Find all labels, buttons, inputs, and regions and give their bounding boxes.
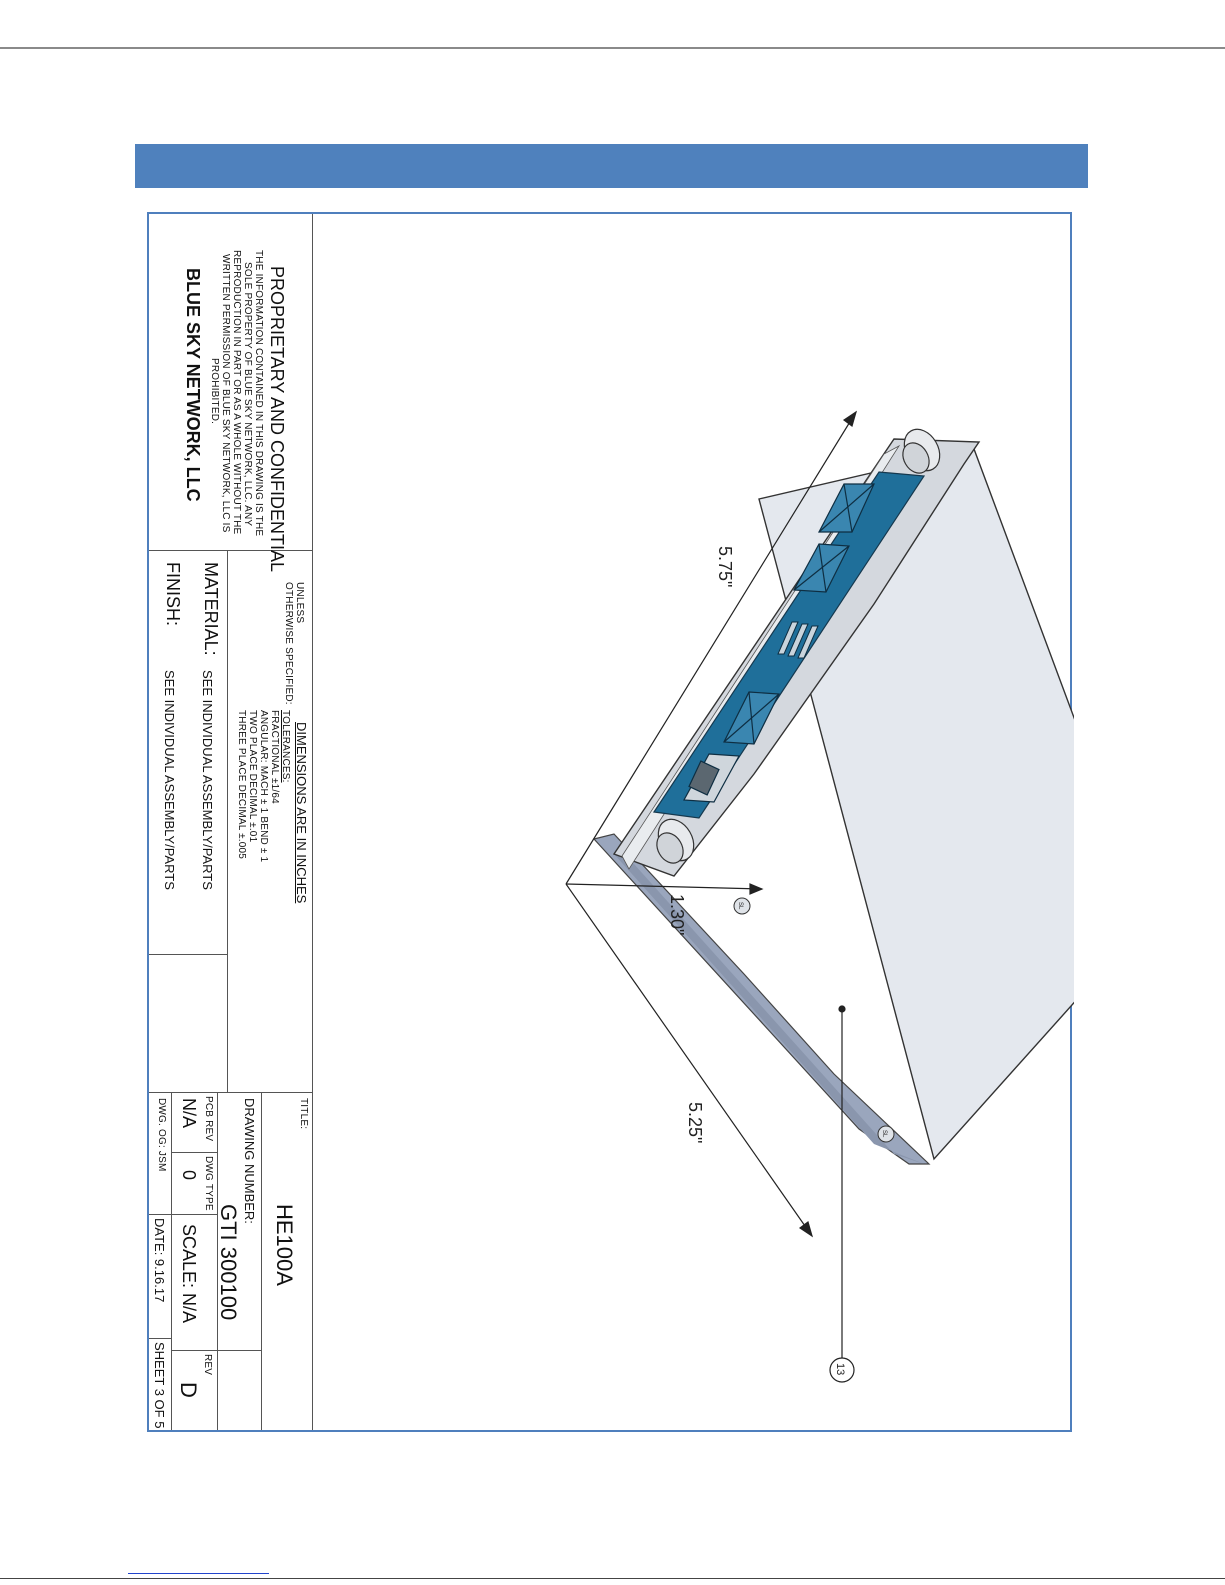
balloon-leader-dot — [839, 1006, 845, 1012]
title-block-divider — [149, 1214, 217, 1215]
proprietary-line: WRITTEN PERMISSION OF BLUE SKY NETWORK, LLC IS — [220, 254, 231, 533]
rev-label: REV — [202, 1354, 213, 1376]
header-rule — [0, 47, 1225, 49]
date: DATE: 9.16.17 — [152, 1218, 167, 1303]
tolerance-angular: ANGULAR: MACH ± 1 BEND ± 1 — [258, 710, 269, 863]
drawing-number-value: GTI 300100 — [216, 1204, 241, 1321]
unless-label: UNLESS — [294, 582, 305, 624]
drawing-number-label: DRAWING NUMBER: — [242, 1098, 257, 1224]
company-name: BLUE SKY NETWORK, LLC — [183, 268, 203, 502]
screw-label: SL — [737, 902, 743, 910]
proprietary-line: REPRODUCTION IN PART OR AS A WHOLE WITHOUT THE — [231, 250, 242, 535]
dimension-height-label: 1.30" — [667, 894, 687, 936]
unless-label: OTHERWISE SPECIFIED: — [283, 582, 294, 705]
material-label: MATERIAL: — [201, 562, 221, 656]
footer-rule — [0, 1578, 1225, 1579]
dwg-og: DWG. OG: JSM — [156, 1098, 167, 1172]
drawing-sheet — [147, 212, 1072, 1432]
title-block-divider — [171, 1152, 217, 1153]
finish-value: SEE INDIVIDUAL ASSEMBLY/PARTS — [162, 670, 177, 890]
proprietary-line: SOLE PROPERTY OF BLUE SKY NETWORK, LLC. ANY — [242, 262, 253, 527]
proprietary-heading: PROPRIETARY AND CONFIDENTIAL — [267, 266, 287, 573]
title-block-border — [312, 214, 313, 1430]
footer-link[interactable] — [128, 1573, 269, 1574]
title-block-divider — [171, 1092, 172, 1430]
title-value: HE100A — [272, 1204, 297, 1286]
title-block-divider — [171, 1350, 261, 1351]
tolerance-three-place: THREE PLACE DECIMAL ±.005 — [236, 710, 247, 860]
dimensions-heading: DIMENSIONS ARE IN INCHES — [294, 722, 309, 904]
proprietary-line: THE INFORMATION CONTAINED IN THIS DRAWING IS THE — [253, 250, 264, 537]
dimension-arrow — [844, 412, 856, 426]
dimension-length-label: 5.75" — [715, 546, 735, 588]
title-block-divider — [149, 1092, 313, 1093]
title-block-divider — [149, 954, 227, 955]
finish-label: FINISH: — [163, 562, 183, 627]
pcb-rev-value: N/A — [179, 1098, 199, 1129]
section-banner — [135, 144, 1088, 188]
dwg-type-label: DWG TYPE — [203, 1156, 214, 1211]
balloon-number: 13 — [834, 1363, 846, 1376]
dimension-arrow — [750, 884, 762, 894]
title-block-divider — [227, 550, 228, 1092]
tolerance-fractional: FRACTIONAL ±1/64 — [269, 710, 280, 804]
title-label: TITLE: — [298, 1098, 309, 1130]
title-block-divider — [149, 1338, 171, 1339]
tolerances-label: TOLERANCES: — [280, 710, 291, 783]
sheet-number: SHEET 3 OF 5 — [152, 1342, 167, 1429]
dimension-arrow — [800, 1222, 812, 1236]
dwg-type-value: 0 — [179, 1170, 199, 1181]
tolerance-two-place: TWO PLACE DECIMAL ±.01 — [247, 710, 258, 843]
title-block-divider — [261, 1092, 262, 1430]
proprietary-line: PROHIBITED. — [209, 358, 220, 425]
rev-value: D — [176, 1382, 201, 1398]
dimension-width-label: 5.25" — [685, 1102, 705, 1144]
screw-label: SL — [881, 1130, 887, 1138]
material-value: SEE INDIVIDUAL ASSEMBLY/PARTS — [200, 670, 215, 890]
pcb-rev-label: PCB REV — [203, 1096, 214, 1142]
scale-value: SCALE: N/A — [179, 1224, 199, 1324]
isometric-drawing — [314, 214, 1074, 1430]
title-block-divider — [149, 550, 313, 551]
